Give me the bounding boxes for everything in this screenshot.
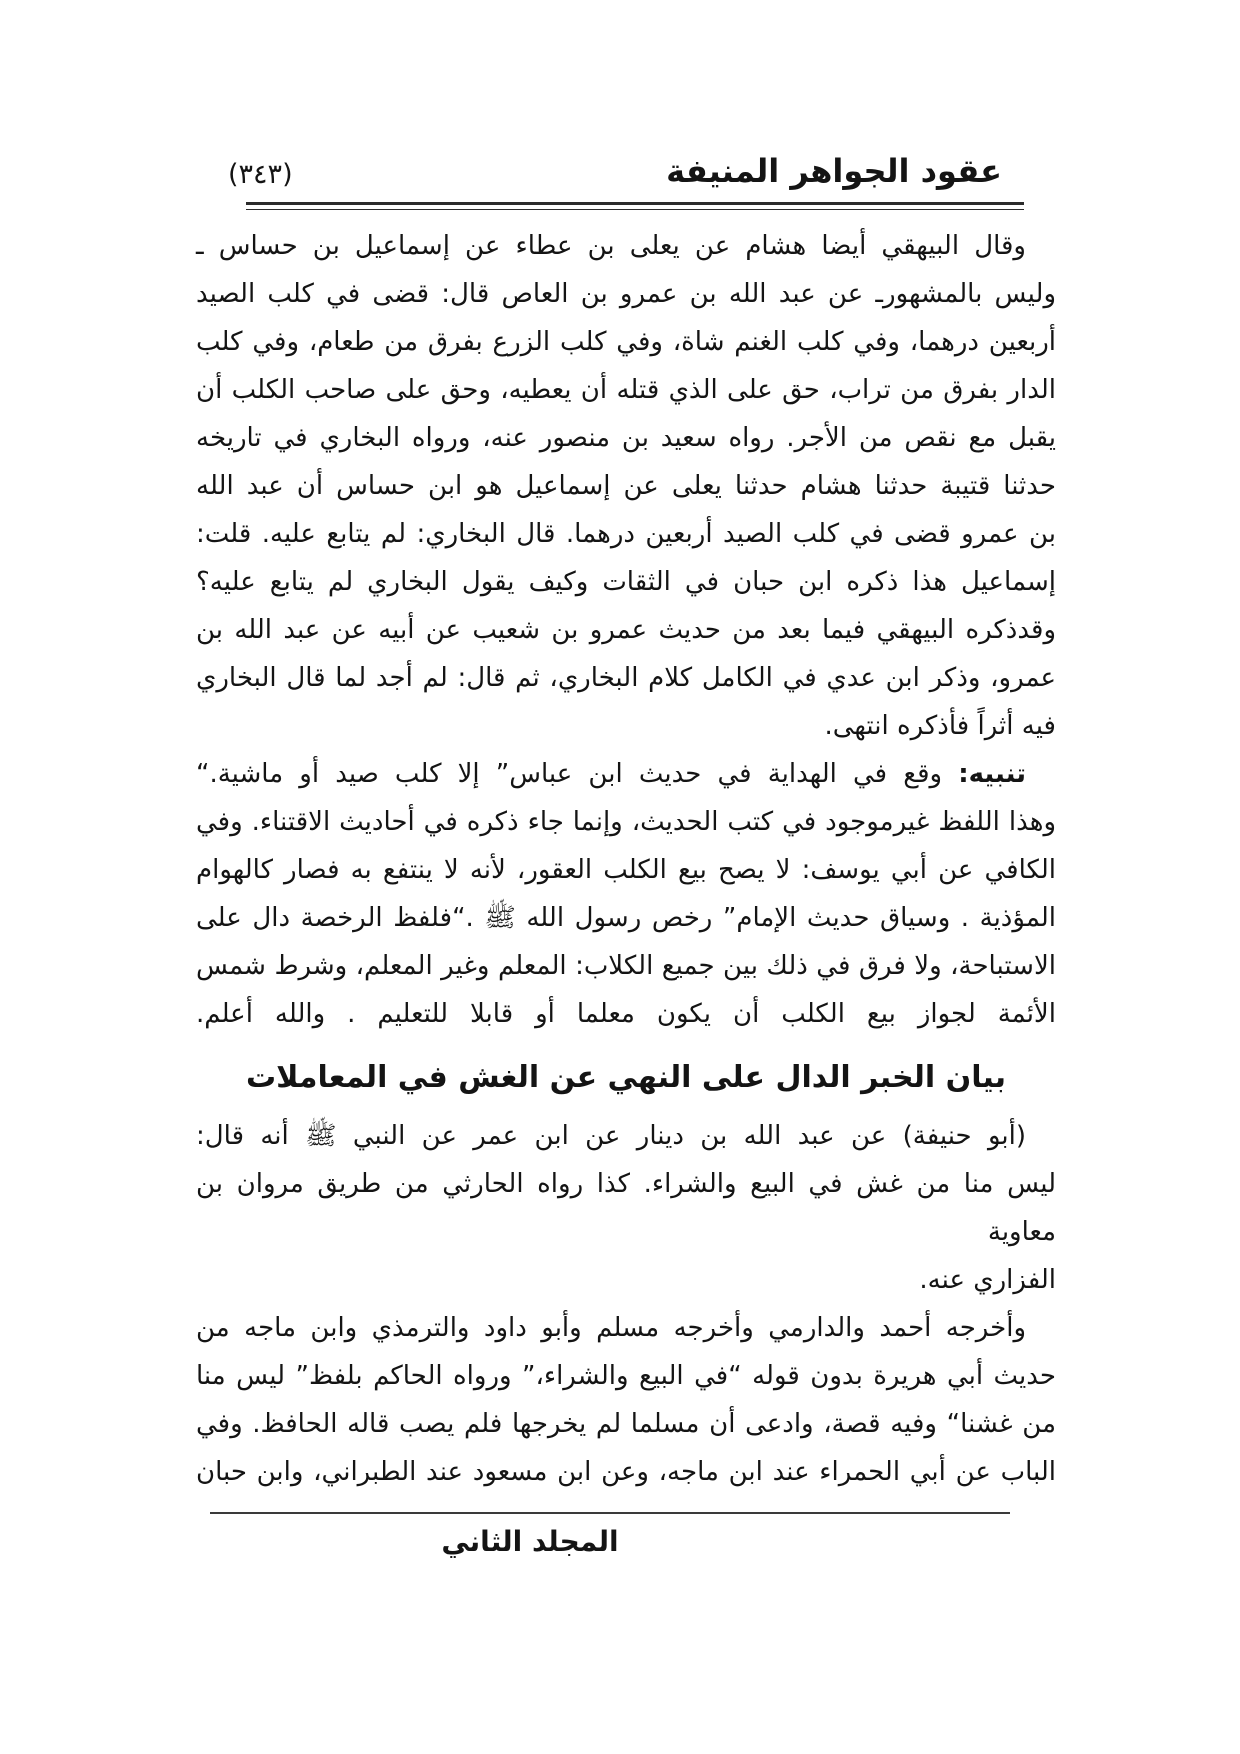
- text-line: عمرو، وذكر ابن عدي في الكامل كلام البخاري، ثم قال: لم أجد لما قال البخاري: [196, 663, 1056, 693]
- text-line: وليس بالمشهورـ عن عبد الله بن عمرو بن العاص قال: قضى في كلب الصيد: [196, 279, 1056, 309]
- text-line: الباب عن أبي الحمراء عند ابن ماجه، وعن ابن مسعود عند الطبراني، وابن حبان: [196, 1457, 1056, 1487]
- page-number: (٣٤٣): [228, 159, 293, 190]
- text-line: الاستباحة، ولا فرق في ذلك بين جميع الكلاب: المعلم وغير المعلم، وشرط شمس: [196, 951, 1056, 981]
- header-rule: [246, 202, 1024, 210]
- text-line: الكافي عن أبي يوسف: لا يصح بيع الكلب العقور، لأنه لا ينتفع به فصار كالهوام: [196, 855, 1056, 885]
- text-line: حديث أبي هريرة بدون قوله “في البيع والشراء،” ورواه الحاكم بلفظ” ليس منا: [196, 1361, 1056, 1391]
- body-text: [196, 222, 1056, 1496]
- text-line: الأئمة لجواز بيع الكلب أن يكون معلما أو قابلا للتعليم . والله أعلم.: [196, 999, 1056, 1029]
- text-run: وقع في الهداية في حديث ابن عباس” إلا كلب صيد أو ماشية.“: [196, 759, 959, 789]
- text-line: وقال البيهقي أيضا هشام عن يعلى بن عطاء عن إسماعيل بن حساس ـ: [196, 231, 1026, 261]
- footer-rule: [210, 1512, 1010, 1514]
- text-line: حدثنا قتيبة حدثنا هشام حدثنا يعلى عن إسماعيل هو ابن حساس أن عبد الله: [196, 471, 1056, 501]
- page-header: [196, 152, 1056, 202]
- volume-label: المجلد الثاني: [441, 1525, 619, 1558]
- text-line: بن عمرو قضى في كلب الصيد أربعين درهما. قال البخاري: لم يتابع عليه. قلت:: [196, 519, 1056, 549]
- book-title: عقود الجواهر المنيفة: [666, 152, 1002, 190]
- text-line: وقدذكره البيهقي فيما بعد من حديث عمرو بن شعيب عن أبيه عن عبد الله بن: [196, 615, 1056, 645]
- text-line: الدار بفرق من تراب، حق على الذي قتله أن يعطيه، وحق على صاحب الكلب أن: [196, 375, 1056, 405]
- text-line: الفزاري عنه.: [919, 1265, 1056, 1295]
- text-line: من غشنا“ وفيه قصة، وادعى أن مسلما لم يخرجها فلم يصب قاله الحافظ. وفي: [196, 1409, 1056, 1439]
- tanbih-label: تنبيه:: [958, 759, 1026, 789]
- text-line: [196, 750, 1056, 798]
- text-line: إسماعيل هذا ذكره ابن حبان في الثقات وكيف يقول البخاري لم يتابع عليه؟: [196, 567, 1056, 597]
- text-line: فيه أثراً فأذكره انتهى.: [824, 711, 1056, 741]
- text-line: يقبل مع نقص من الأجر. رواه سعيد بن منصور عنه، ورواه البخاري في تاريخه: [196, 423, 1056, 453]
- text-line: أربعين درهما، وفي كلب الغنم شاة، وفي كلب الزرع بفرق من طعام، وفي كلب: [196, 327, 1056, 357]
- text-line: المؤذية . وسياق حديث الإمام” رخص رسول الله ﷺ .“فلفظ الرخصة دال على: [196, 903, 1056, 933]
- text-line: ليس منا من غش في البيع والشراء. كذا رواه الحارثي من طريق مروان بن معاوية: [196, 1169, 1056, 1247]
- text-line: (أبو حنيفة) عن عبد الله بن دينار عن ابن عمر عن النبي ﷺ أنه قال:: [196, 1121, 1026, 1151]
- section-heading: بيان الخبر الدال على النهي عن الغش في المعاملات: [246, 1060, 1006, 1095]
- text-line: وأخرجه أحمد والدارمي وأخرجه مسلم وأبو داود والترمذي وابن ماجه من: [196, 1313, 1026, 1343]
- text-line: وهذا اللفظ غيرموجود في كتب الحديث، وإنما جاء ذكره في أحاديث الاقتناء. وفي: [196, 807, 1056, 837]
